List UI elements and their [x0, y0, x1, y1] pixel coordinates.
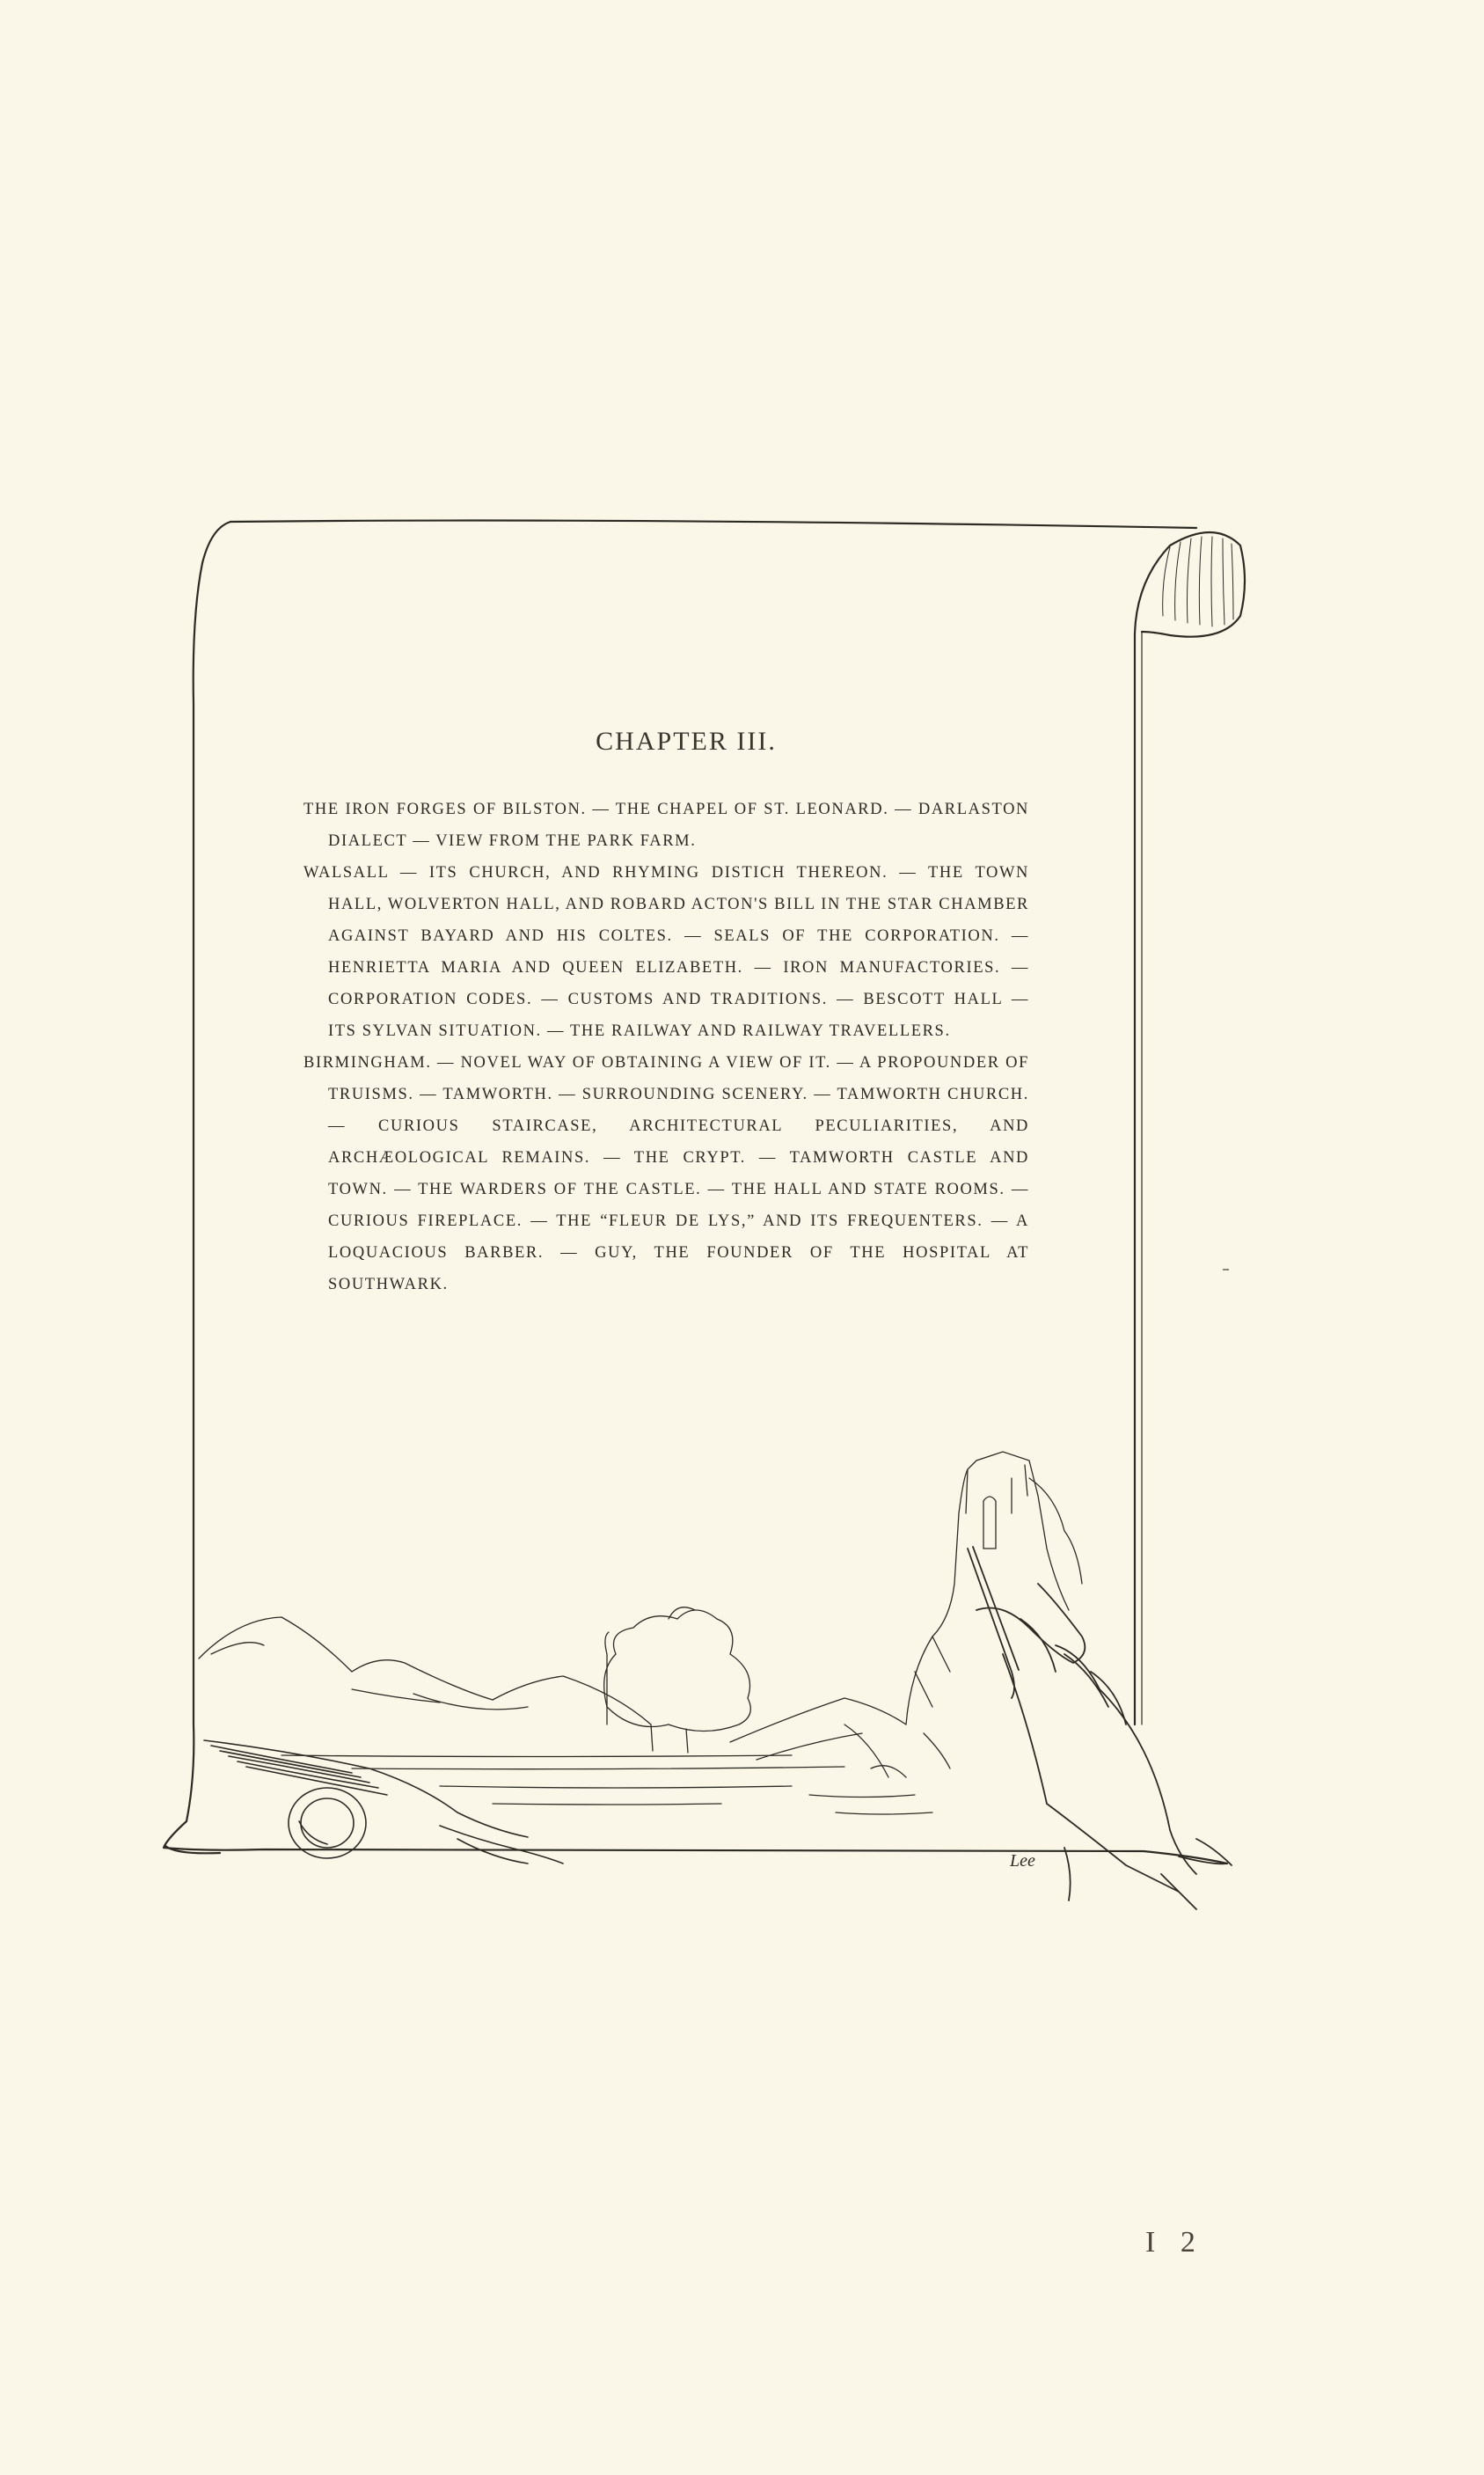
illustrator-signature: Lee — [1010, 1851, 1035, 1871]
contents-paragraph-1: THE IRON FORGES OF BILSTON. — THE CHAPEL OF ST. LEONARD. — DARLASTON DIALECT — VIEW FROM THE PARK FARM. — [303, 801, 1029, 850]
contents-paragraph-3: BIRMINGHAM. — NOVEL WAY OF OBTAINING A VIEW OF IT. — A PROPOUNDER OF TRUISMS. — TAMWORTH. — SURROUNDING SCENERY. — TAMWORTH CHURCH. — CURIOUS STAIRCASE, ARCHITECTURAL PECULIARITIES, AND ARCHÆOLOGICAL REMAINS. — THE CRYPT. — TAMWORTH CASTLE AND TOWN. — THE WARDERS OF THE CASTLE. — THE HALL AND STATE ROOMS. — CURIOUS FIREPLACE. — THE “FLEUR DE LYS,” AND ITS FREQUENTERS. — A LOQUACIOUS BARBER. — GUY, THE FOUNDER OF THE HOSPITAL AT SOUTHWARK. — [303, 1054, 1029, 1293]
chapter-title: CHAPTER III. — [596, 727, 777, 756]
margin-mark — [1223, 1269, 1229, 1270]
chapter-contents — [303, 794, 1029, 1300]
folio-signature: I 2 — [1145, 2226, 1204, 2259]
contents-paragraph-2: WALSALL — ITS CHURCH, AND RHYMING DISTICH THEREON. — THE TOWN HALL, WOLVERTON HALL, AND ROBARD ACTON'S BILL IN THE STAR CHAMBER AGAINST BAYARD AND HIS COLTES. — SEALS OF THE CORPORATION. — HENRIETTA MARIA AND QUEEN ELIZABETH. — IRON MANUFACTORIES. — CORPORATION CODES. — CUSTOMS AND TRADITIONS. — BESCOTT HALL — ITS SYLVAN SITUATION. — THE RAILWAY AND RAILWAY TRAVELLERS. — [303, 864, 1029, 1040]
